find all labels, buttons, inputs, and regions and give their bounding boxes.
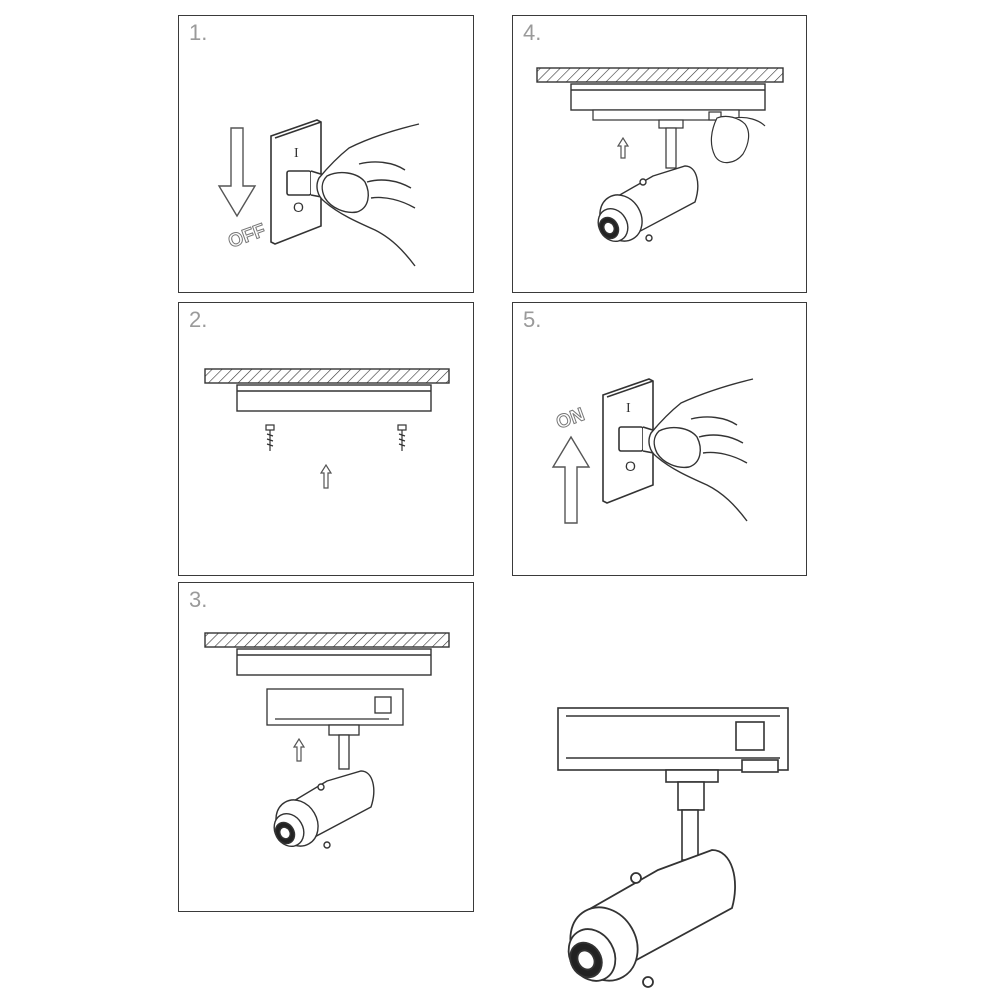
ceiling	[205, 369, 449, 383]
step-1-panel	[178, 15, 474, 293]
step-number: 4.	[523, 20, 542, 45]
spotlight-icon	[557, 850, 735, 993]
switch-off-mark: O	[293, 199, 304, 215]
step-5-illustration	[513, 303, 808, 577]
off-label: OFF	[225, 219, 269, 253]
track-rail	[571, 84, 765, 110]
switch-on-mark: I	[294, 146, 299, 161]
track-adapter-icon	[267, 689, 403, 769]
hand-icon	[711, 116, 765, 162]
step-2-panel	[178, 302, 474, 576]
product-illustration	[548, 700, 798, 995]
track-rail	[237, 649, 431, 675]
step-number: 1.	[189, 20, 208, 45]
step-1-illustration	[179, 16, 475, 294]
screw-icon	[266, 425, 274, 451]
ceiling	[205, 633, 449, 647]
step-5-panel	[512, 302, 807, 576]
spotlight-icon	[592, 166, 698, 249]
track-adapter-icon	[558, 708, 788, 860]
screw-icon	[398, 425, 406, 451]
down-arrow-icon	[219, 128, 255, 216]
step-4-panel	[512, 15, 807, 293]
step-4-illustration	[513, 16, 808, 294]
switch-on-mark: I	[626, 401, 631, 416]
up-arrow-icon	[321, 465, 331, 488]
hand-icon	[317, 124, 419, 266]
product-illustration-svg	[548, 700, 798, 995]
up-arrow-icon	[618, 138, 628, 158]
step-number: 5.	[523, 307, 542, 332]
track-rail	[237, 385, 431, 411]
up-arrow-icon	[553, 437, 589, 523]
spotlight-icon	[268, 771, 374, 854]
step-2-illustration	[179, 303, 475, 577]
hand-icon	[649, 379, 753, 521]
switch-off-mark: O	[625, 458, 636, 474]
ceiling	[537, 68, 783, 82]
step-number: 2.	[189, 307, 208, 332]
step-number: 3.	[189, 587, 208, 612]
up-arrow-icon	[294, 739, 304, 761]
step-3-panel	[178, 582, 474, 912]
step-3-illustration	[179, 583, 475, 913]
on-label: ON	[553, 404, 588, 434]
